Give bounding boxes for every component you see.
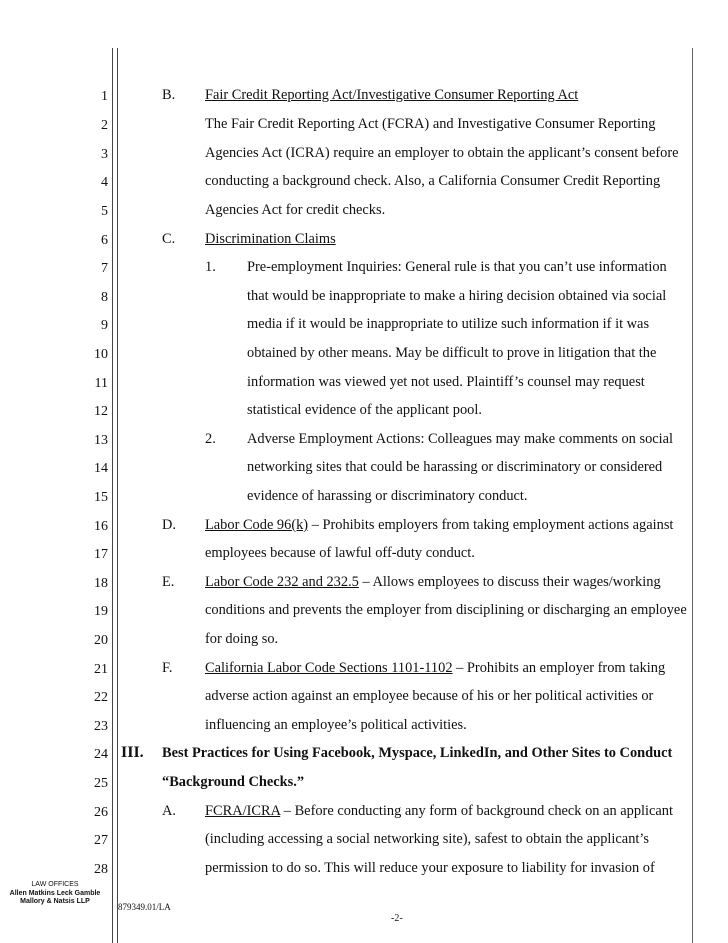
section-heading: Fair Credit Reporting Act/Investigative Consumer Reporting Act xyxy=(205,87,579,103)
section-heading: Labor Code 232 and 232.5 xyxy=(205,574,359,590)
body-line: Pre-employment Inquiries: General rule is that you can’t use information xyxy=(247,259,667,275)
line-number: 28 xyxy=(94,862,108,877)
item-marker: 2. xyxy=(205,431,216,447)
body-line: employees because of lawful off-duty conduct. xyxy=(205,545,475,561)
line-number: 2 xyxy=(101,118,108,133)
section-heading-line xyxy=(205,660,665,677)
section-heading-line xyxy=(205,574,661,591)
line-number: 8 xyxy=(101,290,108,305)
line-number: 4 xyxy=(101,175,108,190)
left-margin-rule-outer xyxy=(112,48,113,943)
line-number: 1 xyxy=(101,89,108,104)
body-line: Agencies Act (ICRA) require an employer to obtain the applicant’s consent before xyxy=(205,145,679,161)
page-number: -2- xyxy=(391,913,403,924)
line-number: 27 xyxy=(94,833,108,848)
line-number: 23 xyxy=(94,719,108,734)
section-heading: Discrimination Claims xyxy=(205,231,336,247)
body-line: that would be inappropriate to make a hiring decision obtained via social xyxy=(247,288,667,304)
line-number: 26 xyxy=(94,805,108,820)
body-line: information was viewed yet not used. Plaintiff’s counsel may request xyxy=(247,374,645,390)
body-line: influencing an employee’s political activities. xyxy=(205,717,467,733)
section-marker: F. xyxy=(162,660,173,676)
line-number: 16 xyxy=(94,519,108,534)
body-line: obtained by other means. May be difficult to prove in litigation that the xyxy=(247,345,657,361)
line-number: 5 xyxy=(101,204,108,219)
body-line: The Fair Credit Reporting Act (FCRA) and Investigative Consumer Reporting xyxy=(205,116,656,132)
line-number: 20 xyxy=(94,633,108,648)
section-heading: California Labor Code Sections 1101-1102 xyxy=(205,660,453,676)
section-heading-line xyxy=(205,517,673,534)
line-number: 22 xyxy=(94,690,108,705)
right-margin-rule xyxy=(692,48,693,943)
section-marker: B. xyxy=(162,87,176,103)
line-number: 12 xyxy=(94,404,108,419)
body-line: adverse action against an employee because of his or her political activities or xyxy=(205,688,654,704)
body-line: evidence of harassing or discriminatory conduct. xyxy=(247,488,528,504)
body-line: conducting a background check. Also, a California Consumer Credit Reporting xyxy=(205,173,661,189)
line-number: 14 xyxy=(94,461,108,476)
heading-rest: – Allows employees to discuss their wages/working xyxy=(358,574,661,590)
line-number: 6 xyxy=(101,233,108,248)
line-number: 15 xyxy=(94,490,108,505)
line-number: 3 xyxy=(101,147,108,162)
section-heading: FCRA/ICRA xyxy=(205,803,281,819)
item-marker: 1. xyxy=(205,259,216,275)
line-number: 11 xyxy=(94,376,108,391)
heading-rest: – Prohibits an employer from taking xyxy=(452,660,666,676)
body-line: statistical evidence of the applicant pool. xyxy=(247,402,482,418)
section-marker: A. xyxy=(162,803,176,819)
line-number: 7 xyxy=(101,261,108,276)
firm-name-line2: Mallory & Natsis LLP xyxy=(20,898,90,905)
section-heading-line xyxy=(205,803,673,820)
line-number: 17 xyxy=(94,547,108,562)
body-line: Agencies Act for credit checks. xyxy=(205,202,386,218)
section-marker: C. xyxy=(162,231,176,247)
line-number: 21 xyxy=(94,662,108,677)
firm-name-line1: Allen Matkins Leck Gamble xyxy=(9,890,101,897)
section-heading: Best Practices for Using Facebook, Myspace, LinkedIn, and Other Sites to Conduct xyxy=(162,745,673,761)
section-heading: “Background Checks.” xyxy=(162,774,305,790)
section-marker: D. xyxy=(162,517,176,533)
line-number: 13 xyxy=(94,433,108,448)
law-offices-label: LAW OFFICES xyxy=(31,881,79,888)
line-number: 25 xyxy=(94,776,108,791)
heading-rest: – Before conducting any form of background check on an applicant xyxy=(280,803,673,819)
document-number: 879349.01/LA xyxy=(118,902,171,912)
heading-rest: – Prohibits employers from taking employment actions against xyxy=(308,517,674,533)
body-line: permission to do so. This will reduce your exposure to liability for invasion of xyxy=(205,860,655,876)
section-marker: III. xyxy=(121,744,144,761)
section-marker: E. xyxy=(162,574,175,590)
body-line: conditions and prevents the employer from disciplining or discharging an employee xyxy=(205,602,687,618)
body-line: for doing so. xyxy=(205,631,279,647)
left-margin-rule-inner xyxy=(117,48,118,943)
line-number: 18 xyxy=(94,576,108,591)
section-heading: Labor Code 96(k) xyxy=(205,517,309,533)
body-line: Adverse Employment Actions: Colleagues may make comments on social xyxy=(247,431,674,447)
body-line: networking sites that could be harassing or discriminatory or considered xyxy=(247,459,663,475)
line-number: 10 xyxy=(94,347,108,362)
line-number: 9 xyxy=(101,318,108,333)
body-line: (including accessing a social networking site), safest to obtain the applicant’s xyxy=(205,831,649,847)
body-line: media if it would be inappropriate to utilize such information if it was xyxy=(247,316,650,332)
line-number: 24 xyxy=(94,747,108,762)
line-number: 19 xyxy=(94,604,108,619)
